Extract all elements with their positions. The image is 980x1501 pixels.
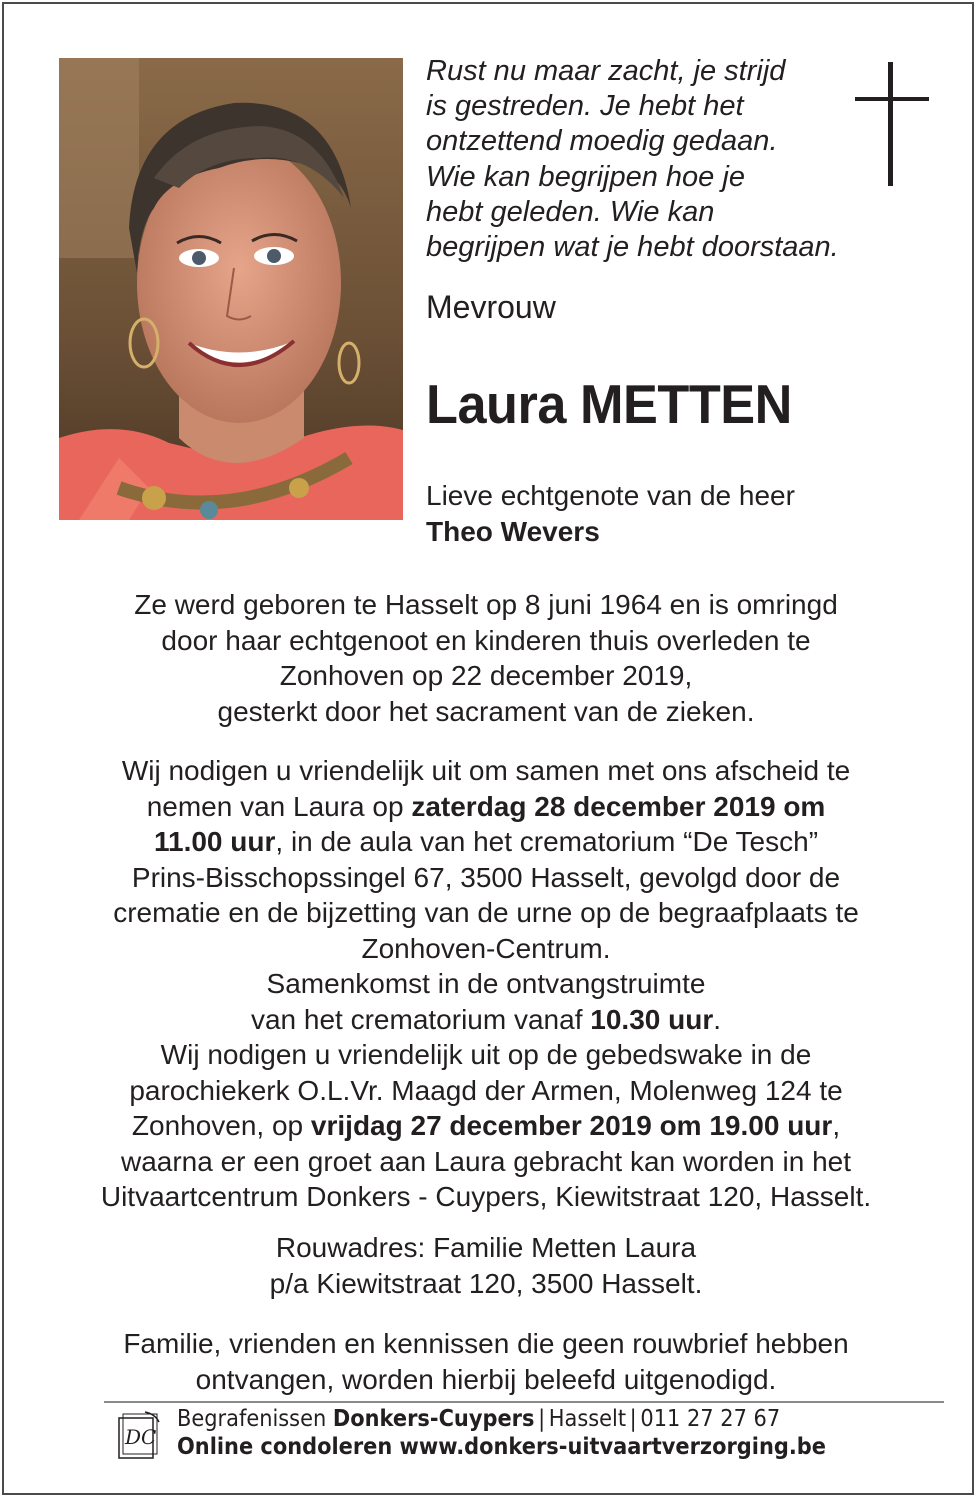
honorific: Mevrouw [426, 289, 556, 325]
text-line: parochiekerk O.L.Vr. Maagd der Armen, Molenweg 124 te [129, 1074, 843, 1106]
spouse-info [426, 478, 795, 550]
text-line: Familie, vrienden en kennissen die geen rouwbrief hebben [123, 1328, 849, 1359]
text-line: nemen van Laura op zaterdag 28 december 2019 om [146, 790, 826, 822]
text-line: crematie en de bijzetting van de urne op de begraafplaats te [113, 897, 859, 928]
footer-contact-line: Begrafenissen Donkers-Cuypers | Hasselt | 011 27 27 67 [177, 1406, 781, 1432]
poem-line: hebt geleden. Wie kan [426, 195, 715, 228]
text-line: Samenkomst in de ontvangstruimte [266, 968, 706, 999]
footer-divider [104, 1401, 944, 1403]
company-name: Donkers-Cuypers [332, 1406, 535, 1432]
cross-icon [855, 62, 933, 188]
funeral-home-logo [115, 1410, 160, 1462]
text-line: p/a Kiewitstraat 120, 3500 Hasselt. [269, 1267, 703, 1299]
poem-line: Wie kan begrijpen hoe je [426, 160, 745, 193]
deceased-name: Laura METTEN [426, 373, 792, 435]
memorial-poem [426, 54, 906, 265]
online-condolences-link[interactable]: Online condoleren www.donkers-uitvaartverzorging.be [177, 1434, 826, 1460]
text-line: van het crematorium vanaf 10.30 uur. [250, 1003, 721, 1035]
text-line: Ze werd geboren te Hasselt op 8 juni 1964 en is omringd [134, 589, 838, 620]
poem-line: begrijpen wat je hebt doorstaan. [426, 231, 839, 264]
text-line: ontvangen, worden hierbij beleefd uitgenodigd. [195, 1363, 777, 1395]
funeral-home-footer [177, 1405, 826, 1461]
text-line: Zonhoven-Centrum. [361, 932, 611, 964]
mourning-address [30, 1230, 942, 1301]
poem-line: is gestreden. Je hebt het [426, 90, 744, 123]
spouse-name: Theo Wevers [426, 516, 600, 547]
text-line: Wij nodigen u vriendelijk uit om samen met ons afscheid te [121, 755, 851, 786]
closing-paragraph [30, 1326, 942, 1397]
poem-line: ontzettend moedig gedaan. [426, 125, 778, 158]
spouse-line: Lieve echtgenote van de heer [426, 480, 795, 511]
phone-number: 011 27 27 67 [640, 1406, 781, 1432]
text-line: waarna er een groet aan Laura gebracht kan worden in het [120, 1145, 852, 1177]
text-line: Zonhoven op 22 december 2019, [279, 660, 693, 691]
text-line: Uitvaartcentrum Donkers - Cuypers, Kiewitstraat 120, Hasselt. [100, 1181, 872, 1212]
ceremony-paragraph [30, 753, 942, 1215]
birth-death-paragraph [30, 587, 942, 729]
text-line: gesterkt door het sacrament van de zieken. [217, 695, 755, 727]
portrait-photo [59, 58, 403, 520]
logo-letters: DC [125, 1425, 157, 1449]
poem-line: Rust nu maar zacht, je strijd [426, 55, 786, 87]
text-line: 11.00 uur, in de aula van het crematorium “De Tesch” [153, 826, 819, 857]
text-line: Zonhoven, op vrijdag 27 december 2019 om 19.00 uur, [131, 1110, 841, 1141]
text-line: door haar echtgenoot en kinderen thuis overleden te [161, 624, 811, 656]
text-line: Rouwadres: Familie Metten Laura [275, 1232, 697, 1263]
text-line: Wij nodigen u vriendelijk uit op de gebedswake in de [160, 1039, 812, 1070]
text-line: Prins-Bisschopssingel 67, 3500 Hasselt, gevolgd door de [131, 861, 841, 893]
